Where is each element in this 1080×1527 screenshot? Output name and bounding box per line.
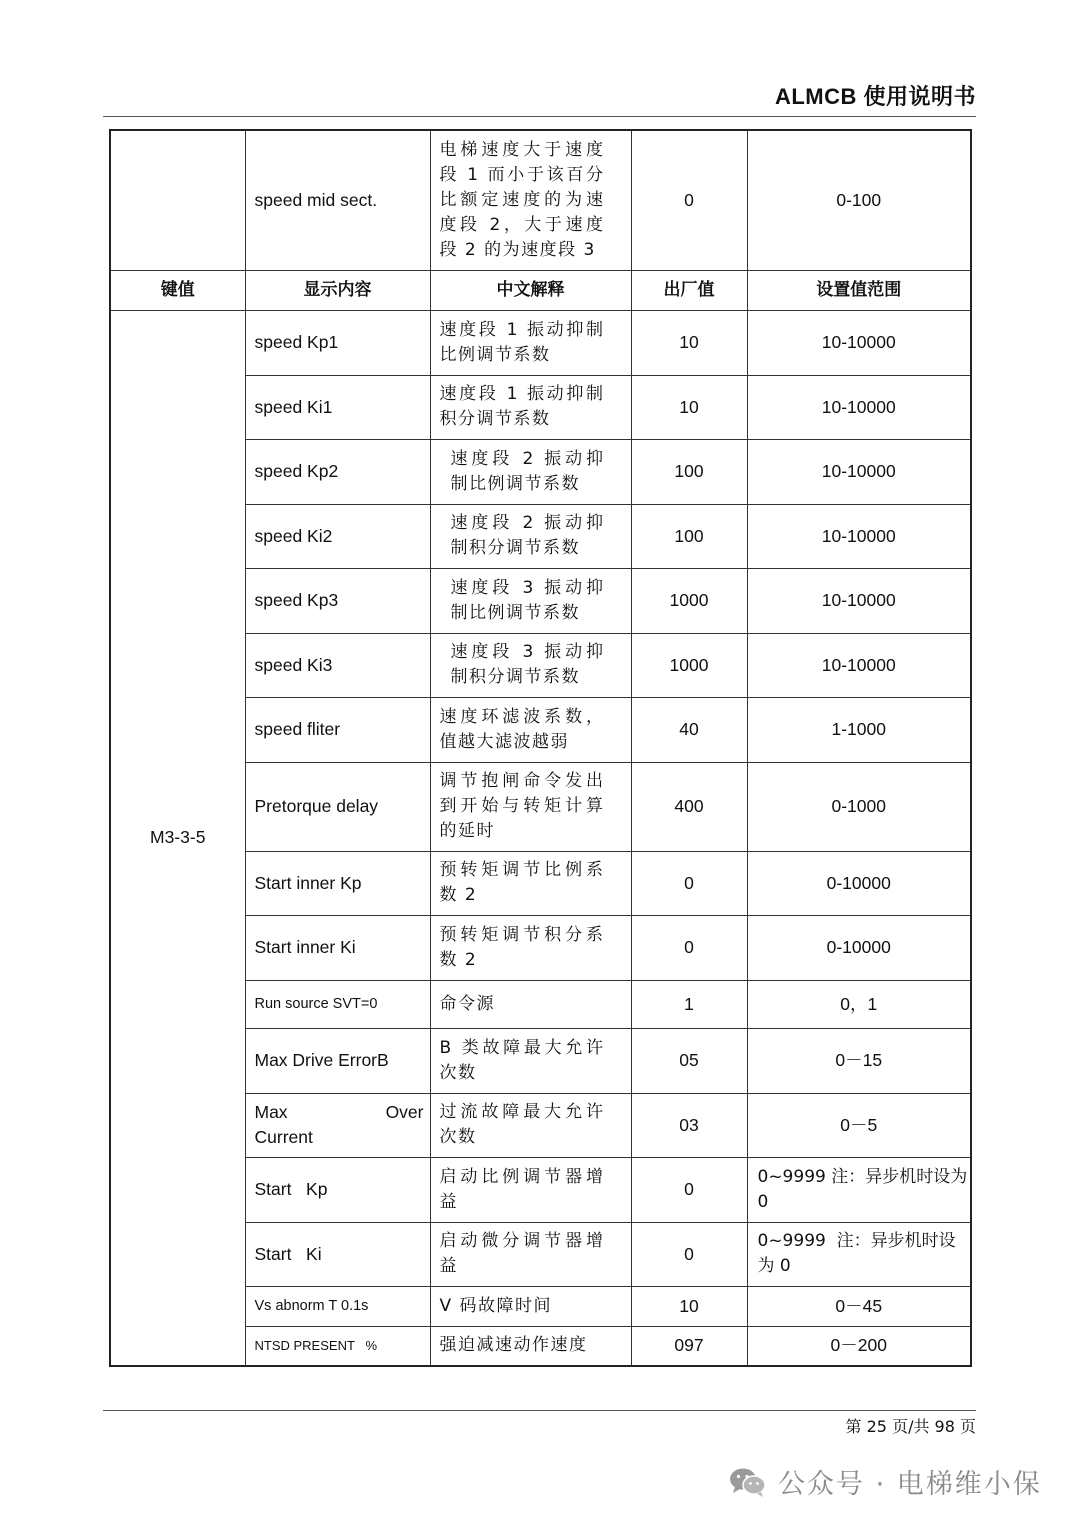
factory-value-cell: 100: [631, 439, 747, 504]
range-cell: 10-10000: [747, 375, 971, 439]
factory-value-cell: 0: [631, 851, 747, 915]
range-cell: 10-10000: [747, 568, 971, 633]
display-cell: Run source SVT=0: [245, 980, 430, 1028]
factory-value-cell: 0: [631, 130, 747, 270]
display-cell: Max Drive ErrorB: [245, 1028, 430, 1093]
description-cell: 预转矩调节积分系数 2: [430, 915, 631, 980]
range-cell: 0-1000: [747, 762, 971, 851]
description-cell: 电梯速度大于速度段 1 而小于该百分比额定速度的为速度段 2，大于速度段 2 的为速度段 3: [430, 130, 631, 270]
description-cell: 速度环滤波系数，值越大滤波越弱: [430, 697, 631, 762]
description-cell: 预转矩调节比例系数 2: [430, 851, 631, 915]
description-cell: 启动比例调节器增益: [430, 1157, 631, 1222]
header-factory: 出厂值: [631, 270, 747, 310]
range-cell: 10-10000: [747, 504, 971, 568]
factory-value-cell: 0: [631, 1157, 747, 1222]
display-cell: Start inner Kp: [245, 851, 430, 915]
description-cell: 启动微分调节器增益: [430, 1222, 631, 1286]
table-header-row: [110, 270, 971, 310]
display-text-part: Max: [254, 1102, 288, 1122]
display-cell: Pretorque delay: [245, 762, 430, 851]
display-text-part: Current: [254, 1127, 313, 1147]
display-cell: Vs abnorm T 0.1s: [245, 1286, 430, 1326]
key-cell-empty: [110, 130, 245, 270]
watermark: [728, 1462, 1042, 1501]
factory-value-cell: 1000: [631, 633, 747, 697]
factory-value-cell: 10: [631, 375, 747, 439]
display-text-part: Over: [385, 1102, 424, 1122]
factory-value-cell: 40: [631, 697, 747, 762]
description-cell: 调节抱闸命令发出到开始与转矩计算的延时: [430, 762, 631, 851]
display-cell: speed Kp1: [245, 310, 430, 375]
range-cell: 0-100: [747, 130, 971, 270]
watermark-text: 公众号 · 电梯维小保: [778, 1469, 1042, 1500]
range-cell: 0~9999 注：异步机时设为 0: [747, 1157, 971, 1222]
description-cell: 速度段 3 振动抑制积分调节系数: [430, 633, 631, 697]
range-cell: 0－45: [747, 1286, 971, 1326]
header-key: 键值: [110, 270, 245, 310]
description-cell: 速度段 2 振动抑制积分调节系数: [430, 504, 631, 568]
factory-value-cell: 400: [631, 762, 747, 851]
header-range: 设置值范围: [747, 270, 971, 310]
parameter-table: [109, 129, 972, 1367]
description-cell: 过流故障最大允许次数: [430, 1093, 631, 1157]
range-cell: 0－15: [747, 1028, 971, 1093]
range-cell: 0－200: [747, 1326, 971, 1366]
description-cell: 强迫减速动作速度: [430, 1326, 631, 1366]
range-cell: 0~9999 注：异步机时设为 0: [747, 1222, 971, 1286]
document-title: ALMCB 使用说明书: [774, 84, 976, 109]
display-cell: [245, 1093, 430, 1157]
display-cell: speed Ki1: [245, 375, 430, 439]
factory-value-cell: 03: [631, 1093, 747, 1157]
display-cell: speed Kp3: [245, 568, 430, 633]
table-row: [110, 130, 971, 270]
range-cell: 0－5: [747, 1093, 971, 1157]
factory-value-cell: 097: [631, 1326, 747, 1366]
range-cell: 0-10000: [747, 915, 971, 980]
factory-value-cell: 05: [631, 1028, 747, 1093]
description-cell: 速度段 2 振动抑制比例调节系数: [430, 439, 631, 504]
range-cell: 10-10000: [747, 633, 971, 697]
factory-value-cell: 100: [631, 504, 747, 568]
display-cell: speed Ki2: [245, 504, 430, 568]
factory-value-cell: 1000: [631, 568, 747, 633]
factory-value-cell: 0: [631, 915, 747, 980]
description-cell: 命令源: [430, 980, 631, 1028]
key-value-cell: M3-3-5: [110, 310, 245, 1366]
display-cell: NTSD PRESENT %: [245, 1326, 430, 1366]
display-cell: speed mid sect.: [245, 130, 430, 270]
display-cell: Start inner Ki: [245, 915, 430, 980]
display-cell: speed Kp2: [245, 439, 430, 504]
factory-value-cell: 0: [631, 1222, 747, 1286]
range-cell: 0，1: [747, 980, 971, 1028]
range-cell: 0-10000: [747, 851, 971, 915]
description-cell: 速度段 3 振动抑制比例调节系数: [430, 568, 631, 633]
description-cell: B 类故障最大允许次数: [430, 1028, 631, 1093]
display-cell: speed Ki3: [245, 633, 430, 697]
header-rule: [103, 116, 976, 117]
wechat-icon: [728, 1466, 768, 1498]
description-cell: 速度段 1 振动抑制比例调节系数: [430, 310, 631, 375]
factory-value-cell: 10: [631, 1286, 747, 1326]
header-display: 显示内容: [245, 270, 430, 310]
header-description: 中文解释: [430, 270, 631, 310]
display-cell: Start Kp: [245, 1157, 430, 1222]
range-cell: 1-1000: [747, 697, 971, 762]
factory-value-cell: 1: [631, 980, 747, 1028]
display-cell: speed fliter: [245, 697, 430, 762]
description-cell: 速度段 1 振动抑制积分调节系数: [430, 375, 631, 439]
page-number: 第 25 页/共 98 页: [845, 1417, 976, 1436]
description-cell: V 码故障时间: [430, 1286, 631, 1326]
display-cell: Start Ki: [245, 1222, 430, 1286]
table-row: [110, 310, 971, 375]
range-cell: 10-10000: [747, 310, 971, 375]
range-cell: 10-10000: [747, 439, 971, 504]
footer-rule: [103, 1410, 976, 1411]
factory-value-cell: 10: [631, 310, 747, 375]
